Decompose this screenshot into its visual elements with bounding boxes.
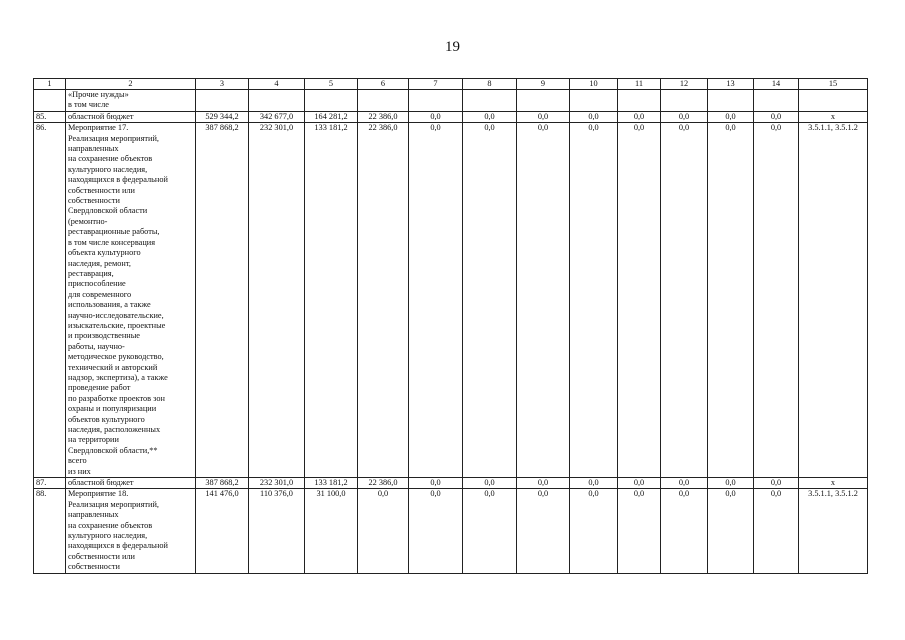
row-value: 0,0 xyxy=(708,123,754,478)
row-name-line: собственности или xyxy=(68,551,135,561)
row-value: 0,0 xyxy=(570,123,618,478)
row-value xyxy=(754,90,799,112)
row-value: 0,0 xyxy=(463,111,517,122)
row-name-line: использования, а также xyxy=(68,300,151,310)
row-value: 31 100,0 xyxy=(305,489,358,573)
row-name xyxy=(66,478,196,489)
row-value: 0,0 xyxy=(517,478,570,489)
row-name xyxy=(66,489,196,573)
row-name-line: (ремонтно- xyxy=(68,216,108,226)
row-value: 0,0 xyxy=(708,478,754,489)
row-value: 0,0 xyxy=(463,489,517,573)
row-name-line: Реализация мероприятий, xyxy=(68,133,160,143)
row-name-line: находящихся в федеральной xyxy=(68,541,168,551)
row-number: 88. xyxy=(34,489,66,573)
row-value: 0,0 xyxy=(618,489,661,573)
row-value xyxy=(661,90,708,112)
column-header: 5 xyxy=(305,79,358,90)
row-value: 0,0 xyxy=(708,489,754,573)
column-header: 15 xyxy=(799,79,868,90)
column-header: 3 xyxy=(196,79,249,90)
row-value: 529 344,2 xyxy=(196,111,249,122)
row-name-line: научно-исследовательские, xyxy=(68,310,164,320)
row-value: 141 476,0 xyxy=(196,489,249,573)
row-value: 0,0 xyxy=(570,478,618,489)
column-header: 2 xyxy=(66,79,196,90)
row-number: 85. xyxy=(34,111,66,122)
row-value xyxy=(517,90,570,112)
row-name-line: методическое руководство, xyxy=(68,352,164,362)
row-value: 0,0 xyxy=(517,489,570,573)
row-value xyxy=(463,90,517,112)
row-value: 0,0 xyxy=(517,111,570,122)
column-header: 14 xyxy=(754,79,799,90)
row-value xyxy=(708,90,754,112)
row-name-line: наследия, ремонт, xyxy=(68,258,131,268)
row-name-line: Свердловской области xyxy=(68,206,148,216)
row-name-line: реставрация, xyxy=(68,268,114,278)
row-value xyxy=(249,90,305,112)
row-value: 0,0 xyxy=(618,478,661,489)
row-name-line: изыскательские, проектные xyxy=(68,320,166,330)
row-value: 0,0 xyxy=(463,478,517,489)
row-value: 0,0 xyxy=(661,489,708,573)
row-name-line: проведение работ xyxy=(68,383,131,393)
row-name-line: работы, научно- xyxy=(68,341,125,351)
row-value: 22 386,0 xyxy=(358,111,409,122)
row-value: 0,0 xyxy=(754,489,799,573)
row-value: 0,0 xyxy=(754,123,799,478)
row-target: x xyxy=(799,478,868,489)
column-header: 12 xyxy=(661,79,708,90)
row-value: 0,0 xyxy=(570,489,618,573)
row-name-line: надзор, экспертиза), а также xyxy=(68,372,168,382)
row-name-line: областной бюджет xyxy=(68,111,134,121)
row-value: 0,0 xyxy=(618,111,661,122)
column-header: 1 xyxy=(34,79,66,90)
row-name-line: культурного наследия, xyxy=(68,164,148,174)
column-header: 6 xyxy=(358,79,409,90)
row-target: x xyxy=(799,111,868,122)
row-name-line: направленных xyxy=(68,510,119,520)
column-header: 9 xyxy=(517,79,570,90)
row-value xyxy=(305,90,358,112)
row-value: 110 376,0 xyxy=(249,489,305,573)
budget-table xyxy=(33,78,868,574)
row-value xyxy=(196,90,249,112)
row-name-line: Мероприятие 17. xyxy=(68,123,129,133)
row-name-line: реставрационные работы, xyxy=(68,227,160,237)
row-name-line: охраны и популяризации xyxy=(68,404,157,414)
column-number-row xyxy=(34,79,868,90)
row-target: 3.5.1.1, 3.5.1.2 xyxy=(799,123,868,478)
row-number: 86. xyxy=(34,123,66,478)
row-name-line: направленных xyxy=(68,144,119,154)
row-name-line: наследия, расположенных xyxy=(68,425,161,434)
row-value: 232 301,0 xyxy=(249,478,305,489)
column-header: 11 xyxy=(618,79,661,90)
table-row xyxy=(34,123,868,478)
row-name-line: для современного xyxy=(68,289,132,299)
row-name-line: в том числе xyxy=(68,100,109,110)
row-name-line: Свердловской области,** xyxy=(68,445,158,455)
row-name-line: собственности xyxy=(68,196,120,206)
row-name-line: из них xyxy=(68,466,91,476)
table-row xyxy=(34,478,868,489)
row-value: 0,0 xyxy=(409,123,463,478)
row-name-line: на сохранение объектов xyxy=(68,154,153,164)
row-value xyxy=(618,90,661,112)
row-name-line: на сохранение объектов xyxy=(68,520,153,530)
row-name-line: технический и авторский xyxy=(68,362,158,372)
row-name-line: Мероприятие 18. xyxy=(68,489,129,499)
row-value xyxy=(409,90,463,112)
row-value: 22 386,0 xyxy=(358,123,409,478)
row-value: 22 386,0 xyxy=(358,478,409,489)
row-value: 0,0 xyxy=(463,123,517,478)
row-name-line: на территории xyxy=(68,435,119,445)
row-name xyxy=(66,123,196,478)
row-value: 0,0 xyxy=(570,111,618,122)
table-row xyxy=(34,111,868,122)
row-value: 0,0 xyxy=(618,123,661,478)
row-value: 232 301,0 xyxy=(249,123,305,478)
table-row xyxy=(34,489,868,573)
row-value: 164 281,2 xyxy=(305,111,358,122)
row-value: 0,0 xyxy=(754,478,799,489)
row-value xyxy=(358,90,409,112)
column-header: 10 xyxy=(570,79,618,90)
row-value: 0,0 xyxy=(661,111,708,122)
row-name-line: и производственные xyxy=(68,331,140,341)
row-name-line: объектов культурного xyxy=(68,414,145,424)
page-number: 19 xyxy=(445,39,460,55)
row-value: 342 677,0 xyxy=(249,111,305,122)
row-name-line: в том числе консервация xyxy=(68,237,156,247)
row-name-line: по разработке проектов зон xyxy=(68,393,165,403)
row-name xyxy=(66,111,196,122)
row-name-line: Реализация мероприятий, xyxy=(68,499,160,509)
row-value: 0,0 xyxy=(708,111,754,122)
row-value xyxy=(570,90,618,112)
row-value: 0,0 xyxy=(661,123,708,478)
row-name-line: объекта культурного xyxy=(68,248,141,258)
row-value: 0,0 xyxy=(517,123,570,478)
row-name xyxy=(66,90,196,112)
row-value: 0,0 xyxy=(358,489,409,573)
row-value: 133 181,2 xyxy=(305,478,358,489)
row-name-line: «Прочие нужды» xyxy=(68,90,129,99)
column-header: 7 xyxy=(409,79,463,90)
row-value: 387 868,2 xyxy=(196,478,249,489)
row-value: 0,0 xyxy=(409,478,463,489)
row-name-line: приспособление xyxy=(68,279,126,289)
row-value: 387 868,2 xyxy=(196,123,249,478)
row-value: 133 181,2 xyxy=(305,123,358,478)
row-name-line: находящихся в федеральной xyxy=(68,175,168,185)
row-name-line: собственности или xyxy=(68,185,135,195)
row-name-line: областной бюджет xyxy=(68,478,134,488)
row-name-line: культурного наследия, xyxy=(68,531,148,541)
column-header: 4 xyxy=(249,79,305,90)
row-value: 0,0 xyxy=(409,111,463,122)
row-name-line: всего xyxy=(68,456,87,466)
row-number xyxy=(34,90,66,112)
column-header: 13 xyxy=(708,79,754,90)
row-number: 87. xyxy=(34,478,66,489)
column-header: 8 xyxy=(463,79,517,90)
row-target xyxy=(799,90,868,112)
row-name-line: собственности xyxy=(68,562,120,572)
row-value: 0,0 xyxy=(661,478,708,489)
row-target: 3.5.1.1, 3.5.1.2 xyxy=(799,489,868,573)
row-value: 0,0 xyxy=(409,489,463,573)
row-value: 0,0 xyxy=(754,111,799,122)
table-row xyxy=(34,90,868,112)
